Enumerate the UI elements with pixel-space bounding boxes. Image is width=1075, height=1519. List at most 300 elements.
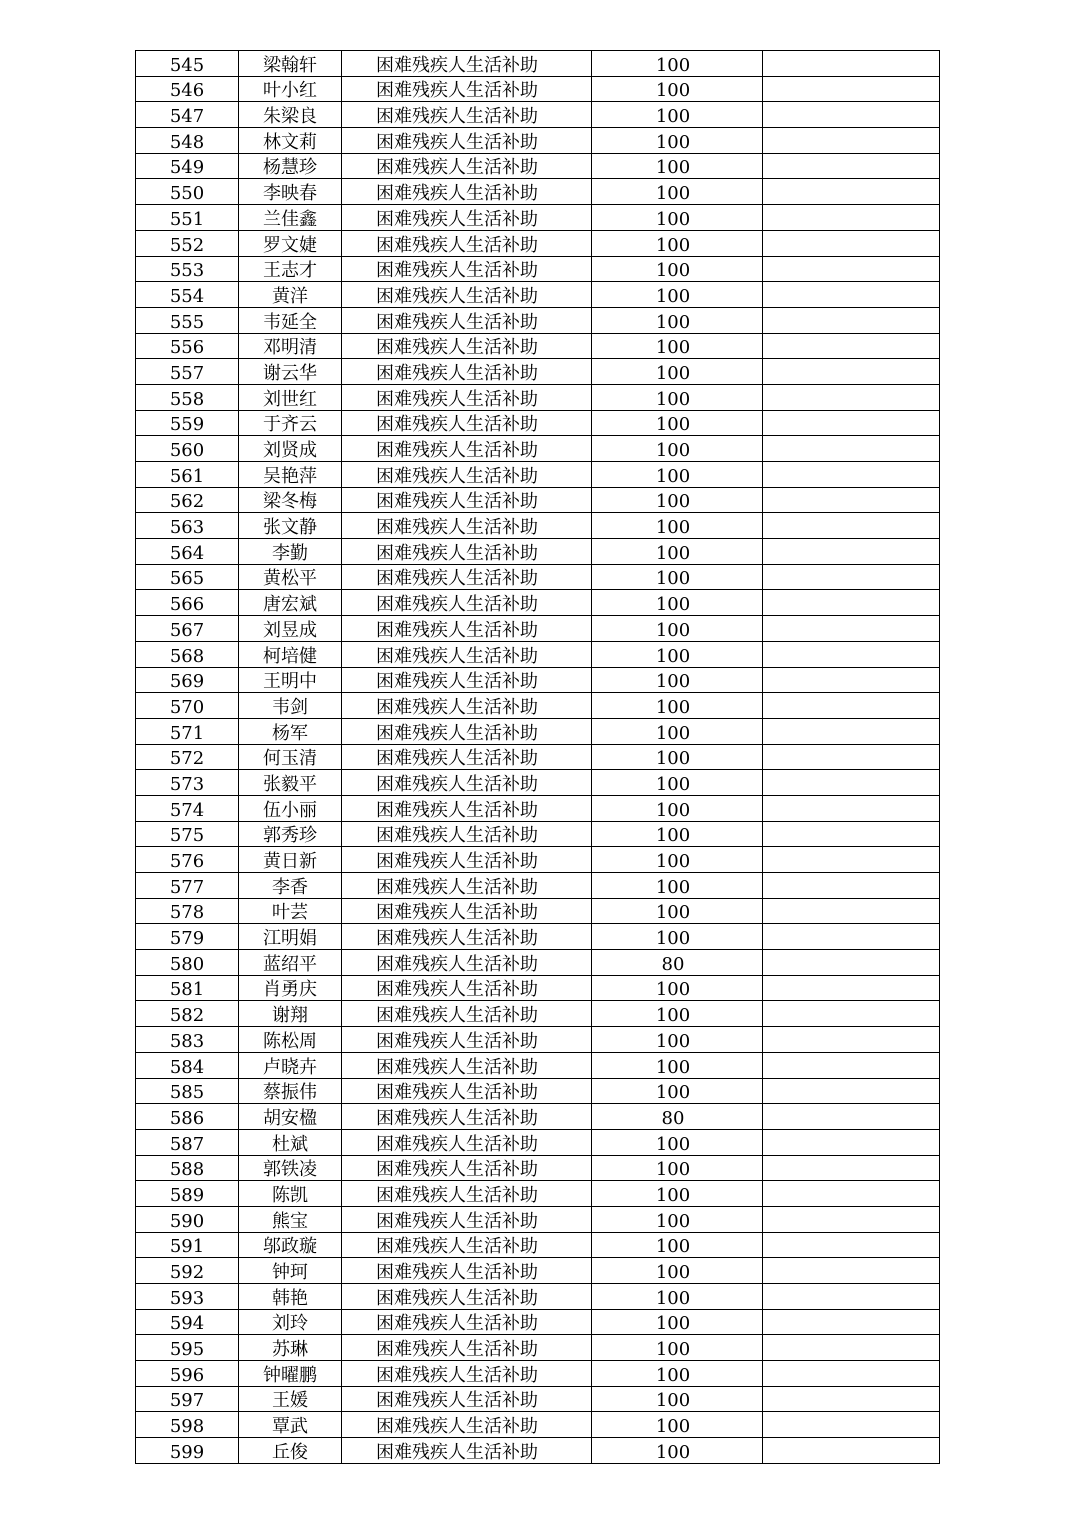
table-row xyxy=(136,1052,940,1078)
amount-cell: 100 xyxy=(592,230,763,256)
table-row xyxy=(136,410,940,436)
amount-cell: 100 xyxy=(592,76,763,102)
subsidy-item-cell: 困难残疾人生活补助 xyxy=(342,1104,592,1130)
name-cell: 张毅平 xyxy=(239,770,342,796)
name-cell: 苏琳 xyxy=(239,1335,342,1361)
amount-cell: 80 xyxy=(592,950,763,976)
row-number-cell: 546 xyxy=(136,76,239,102)
subsidy-item-cell: 困难残疾人生活补助 xyxy=(342,256,592,282)
remarks-cell xyxy=(763,179,940,205)
amount-cell: 100 xyxy=(592,975,763,1001)
amount-cell: 100 xyxy=(592,410,763,436)
table-row xyxy=(136,1361,940,1387)
amount-cell: 100 xyxy=(592,641,763,667)
amount-cell: 100 xyxy=(592,590,763,616)
table-row xyxy=(136,1078,940,1104)
table-row xyxy=(136,436,940,462)
amount-cell: 100 xyxy=(592,1181,763,1207)
remarks-cell xyxy=(763,770,940,796)
table-row xyxy=(136,1001,940,1027)
amount-cell: 100 xyxy=(592,821,763,847)
amount-cell: 100 xyxy=(592,51,763,77)
amount-cell: 100 xyxy=(592,333,763,359)
remarks-cell xyxy=(763,1438,940,1464)
table-row xyxy=(136,513,940,539)
table-row xyxy=(136,1155,940,1181)
subsidy-item-cell: 困难残疾人生活补助 xyxy=(342,1412,592,1438)
row-number-cell: 573 xyxy=(136,770,239,796)
remarks-cell xyxy=(763,1206,940,1232)
subsidy-item-cell: 困难残疾人生活补助 xyxy=(342,924,592,950)
remarks-cell xyxy=(763,256,940,282)
row-number-cell: 587 xyxy=(136,1129,239,1155)
remarks-cell xyxy=(763,1078,940,1104)
row-number-cell: 552 xyxy=(136,230,239,256)
name-cell: 蓝绍平 xyxy=(239,950,342,976)
row-number-cell: 595 xyxy=(136,1335,239,1361)
subsidy-item-cell: 困难残疾人生活补助 xyxy=(342,1001,592,1027)
amount-cell: 100 xyxy=(592,1027,763,1053)
row-number-cell: 582 xyxy=(136,1001,239,1027)
remarks-cell xyxy=(763,436,940,462)
table-row xyxy=(136,102,940,128)
row-number-cell: 590 xyxy=(136,1206,239,1232)
table-row xyxy=(136,1386,940,1412)
subsidy-item-cell: 困难残疾人生活补助 xyxy=(342,1386,592,1412)
name-cell: 黄日新 xyxy=(239,847,342,873)
amount-cell: 100 xyxy=(592,179,763,205)
remarks-cell xyxy=(763,1309,940,1335)
table-row xyxy=(136,590,940,616)
remarks-cell xyxy=(763,1104,940,1130)
remarks-cell xyxy=(763,975,940,1001)
row-number-cell: 567 xyxy=(136,616,239,642)
name-cell: 李映春 xyxy=(239,179,342,205)
row-number-cell: 579 xyxy=(136,924,239,950)
subsidy-item-cell: 困难残疾人生活补助 xyxy=(342,795,592,821)
table-row xyxy=(136,1129,940,1155)
remarks-cell xyxy=(763,282,940,308)
remarks-cell xyxy=(763,1284,940,1310)
table-row xyxy=(136,770,940,796)
table-row xyxy=(136,667,940,693)
remarks-cell xyxy=(763,1001,940,1027)
table-row xyxy=(136,1206,940,1232)
table-row xyxy=(136,641,940,667)
amount-cell: 100 xyxy=(592,539,763,565)
name-cell: 邓明清 xyxy=(239,333,342,359)
name-cell: 谢云华 xyxy=(239,359,342,385)
row-number-cell: 591 xyxy=(136,1232,239,1258)
row-number-cell: 588 xyxy=(136,1155,239,1181)
table-row xyxy=(136,1232,940,1258)
table-row xyxy=(136,693,940,719)
row-number-cell: 559 xyxy=(136,410,239,436)
subsidy-item-cell: 困难残疾人生活补助 xyxy=(342,1129,592,1155)
row-number-cell: 553 xyxy=(136,256,239,282)
name-cell: 谢翔 xyxy=(239,1001,342,1027)
amount-cell: 100 xyxy=(592,205,763,231)
row-number-cell: 596 xyxy=(136,1361,239,1387)
amount-cell: 100 xyxy=(592,1232,763,1258)
table-row xyxy=(136,1181,940,1207)
row-number-cell: 594 xyxy=(136,1309,239,1335)
name-cell: 蔡振伟 xyxy=(239,1078,342,1104)
subsidy-item-cell: 困难残疾人生活补助 xyxy=(342,436,592,462)
name-cell: 熊宝 xyxy=(239,1206,342,1232)
name-cell: 韦剑 xyxy=(239,693,342,719)
table-row xyxy=(136,1258,940,1284)
amount-cell: 100 xyxy=(592,718,763,744)
name-cell: 黄松平 xyxy=(239,564,342,590)
amount-cell: 100 xyxy=(592,1078,763,1104)
name-cell: 杨军 xyxy=(239,718,342,744)
name-cell: 钟珂 xyxy=(239,1258,342,1284)
subsidy-item-cell: 困难残疾人生活补助 xyxy=(342,1284,592,1310)
remarks-cell xyxy=(763,590,940,616)
row-number-cell: 561 xyxy=(136,462,239,488)
name-cell: 韦延全 xyxy=(239,307,342,333)
table-row xyxy=(136,230,940,256)
amount-cell: 80 xyxy=(592,1104,763,1130)
remarks-cell xyxy=(763,487,940,513)
remarks-cell xyxy=(763,1027,940,1053)
remarks-cell xyxy=(763,307,940,333)
subsidy-item-cell: 困难残疾人生活补助 xyxy=(342,153,592,179)
amount-cell: 100 xyxy=(592,898,763,924)
table-row xyxy=(136,384,940,410)
amount-cell: 100 xyxy=(592,1206,763,1232)
table-row xyxy=(136,616,940,642)
table-row xyxy=(136,847,940,873)
remarks-cell xyxy=(763,384,940,410)
name-cell: 陈凯 xyxy=(239,1181,342,1207)
table-row xyxy=(136,487,940,513)
subsidy-item-cell: 困难残疾人生活补助 xyxy=(342,179,592,205)
amount-cell: 100 xyxy=(592,795,763,821)
name-cell: 丘俊 xyxy=(239,1438,342,1464)
subsidy-item-cell: 困难残疾人生活补助 xyxy=(342,950,592,976)
remarks-cell xyxy=(763,539,940,565)
name-cell: 朱梁良 xyxy=(239,102,342,128)
subsidy-item-cell: 困难残疾人生活补助 xyxy=(342,487,592,513)
name-cell: 林文莉 xyxy=(239,128,342,154)
name-cell: 肖勇庆 xyxy=(239,975,342,1001)
remarks-cell xyxy=(763,693,940,719)
table-row xyxy=(136,744,940,770)
subsidy-item-cell: 困难残疾人生活补助 xyxy=(342,1027,592,1053)
remarks-cell xyxy=(763,1258,940,1284)
table-row xyxy=(136,51,940,77)
amount-cell: 100 xyxy=(592,462,763,488)
name-cell: 于齐云 xyxy=(239,410,342,436)
subsidy-item-cell: 困难残疾人生活补助 xyxy=(342,1078,592,1104)
row-number-cell: 592 xyxy=(136,1258,239,1284)
name-cell: 王志才 xyxy=(239,256,342,282)
name-cell: 吴艳萍 xyxy=(239,462,342,488)
remarks-cell xyxy=(763,1129,940,1155)
row-number-cell: 562 xyxy=(136,487,239,513)
amount-cell: 100 xyxy=(592,1438,763,1464)
remarks-cell xyxy=(763,795,940,821)
subsidy-item-cell: 困难残疾人生活补助 xyxy=(342,205,592,231)
table-row xyxy=(136,128,940,154)
subsidy-item-cell: 困难残疾人生活补助 xyxy=(342,1361,592,1387)
table-row xyxy=(136,205,940,231)
subsidy-item-cell: 困难残疾人生活补助 xyxy=(342,693,592,719)
name-cell: 韩艳 xyxy=(239,1284,342,1310)
amount-cell: 100 xyxy=(592,1001,763,1027)
remarks-cell xyxy=(763,1386,940,1412)
remarks-cell xyxy=(763,744,940,770)
table-row xyxy=(136,307,940,333)
remarks-cell xyxy=(763,462,940,488)
amount-cell: 100 xyxy=(592,1386,763,1412)
row-number-cell: 585 xyxy=(136,1078,239,1104)
subsidy-item-cell: 困难残疾人生活补助 xyxy=(342,873,592,899)
row-number-cell: 578 xyxy=(136,898,239,924)
row-number-cell: 599 xyxy=(136,1438,239,1464)
table-row xyxy=(136,256,940,282)
name-cell: 伍小丽 xyxy=(239,795,342,821)
row-number-cell: 581 xyxy=(136,975,239,1001)
subsidy-item-cell: 困难残疾人生活补助 xyxy=(342,51,592,77)
amount-cell: 100 xyxy=(592,282,763,308)
table-row xyxy=(136,1438,940,1464)
name-cell: 李香 xyxy=(239,873,342,899)
subsidy-item-cell: 困难残疾人生活补助 xyxy=(342,667,592,693)
remarks-cell xyxy=(763,1412,940,1438)
row-number-cell: 556 xyxy=(136,333,239,359)
name-cell: 刘昱成 xyxy=(239,616,342,642)
subsidy-item-cell: 困难残疾人生活补助 xyxy=(342,770,592,796)
row-number-cell: 551 xyxy=(136,205,239,231)
name-cell: 罗文婕 xyxy=(239,230,342,256)
row-number-cell: 572 xyxy=(136,744,239,770)
name-cell: 王明中 xyxy=(239,667,342,693)
remarks-cell xyxy=(763,76,940,102)
table-row xyxy=(136,975,940,1001)
name-cell: 陈松周 xyxy=(239,1027,342,1053)
remarks-cell xyxy=(763,847,940,873)
row-number-cell: 565 xyxy=(136,564,239,590)
subsidy-item-cell: 困难残疾人生活补助 xyxy=(342,128,592,154)
row-number-cell: 575 xyxy=(136,821,239,847)
amount-cell: 100 xyxy=(592,1361,763,1387)
remarks-cell xyxy=(763,641,940,667)
row-number-cell: 589 xyxy=(136,1181,239,1207)
table-row xyxy=(136,898,940,924)
name-cell: 梁冬梅 xyxy=(239,487,342,513)
remarks-cell xyxy=(763,667,940,693)
row-number-cell: 557 xyxy=(136,359,239,385)
table-row xyxy=(136,950,940,976)
remarks-cell xyxy=(763,873,940,899)
name-cell: 杨慧珍 xyxy=(239,153,342,179)
table-row xyxy=(136,1309,940,1335)
row-number-cell: 577 xyxy=(136,873,239,899)
remarks-cell xyxy=(763,205,940,231)
table-row xyxy=(136,179,940,205)
row-number-cell: 555 xyxy=(136,307,239,333)
subsidy-item-cell: 困难残疾人生活补助 xyxy=(342,539,592,565)
table-row xyxy=(136,539,940,565)
subsidy-item-cell: 困难残疾人生活补助 xyxy=(342,230,592,256)
amount-cell: 100 xyxy=(592,384,763,410)
remarks-cell xyxy=(763,513,940,539)
row-number-cell: 547 xyxy=(136,102,239,128)
amount-cell: 100 xyxy=(592,1309,763,1335)
amount-cell: 100 xyxy=(592,1258,763,1284)
row-number-cell: 563 xyxy=(136,513,239,539)
subsidy-table-body xyxy=(136,51,940,1464)
table-row xyxy=(136,1335,940,1361)
remarks-cell xyxy=(763,718,940,744)
subsidy-item-cell: 困难残疾人生活补助 xyxy=(342,307,592,333)
row-number-cell: 583 xyxy=(136,1027,239,1053)
row-number-cell: 586 xyxy=(136,1104,239,1130)
table-row xyxy=(136,1412,940,1438)
remarks-cell xyxy=(763,1181,940,1207)
name-cell: 郭铁凌 xyxy=(239,1155,342,1181)
amount-cell: 100 xyxy=(592,744,763,770)
amount-cell: 100 xyxy=(592,487,763,513)
table-row xyxy=(136,718,940,744)
remarks-cell xyxy=(763,950,940,976)
subsidy-item-cell: 困难残疾人生活补助 xyxy=(342,1335,592,1361)
table-row xyxy=(136,564,940,590)
row-number-cell: 570 xyxy=(136,693,239,719)
subsidy-item-cell: 困难残疾人生活补助 xyxy=(342,1309,592,1335)
row-number-cell: 571 xyxy=(136,718,239,744)
name-cell: 刘世红 xyxy=(239,384,342,410)
amount-cell: 100 xyxy=(592,1412,763,1438)
name-cell: 胡安楹 xyxy=(239,1104,342,1130)
subsidy-item-cell: 困难残疾人生活补助 xyxy=(342,102,592,128)
name-cell: 梁翰轩 xyxy=(239,51,342,77)
name-cell: 邬政璇 xyxy=(239,1232,342,1258)
name-cell: 柯培健 xyxy=(239,641,342,667)
table-row xyxy=(136,462,940,488)
name-cell: 郭秀珍 xyxy=(239,821,342,847)
remarks-cell xyxy=(763,153,940,179)
amount-cell: 100 xyxy=(592,1129,763,1155)
amount-cell: 100 xyxy=(592,128,763,154)
row-number-cell: 549 xyxy=(136,153,239,179)
subsidy-item-cell: 困难残疾人生活补助 xyxy=(342,1206,592,1232)
table-row xyxy=(136,924,940,950)
name-cell: 李勤 xyxy=(239,539,342,565)
name-cell: 覃武 xyxy=(239,1412,342,1438)
remarks-cell xyxy=(763,1052,940,1078)
row-number-cell: 566 xyxy=(136,590,239,616)
row-number-cell: 550 xyxy=(136,179,239,205)
amount-cell: 100 xyxy=(592,307,763,333)
row-number-cell: 548 xyxy=(136,128,239,154)
subsidy-item-cell: 困难残疾人生活补助 xyxy=(342,462,592,488)
subsidy-item-cell: 困难残疾人生活补助 xyxy=(342,744,592,770)
amount-cell: 100 xyxy=(592,1052,763,1078)
amount-cell: 100 xyxy=(592,616,763,642)
amount-cell: 100 xyxy=(592,667,763,693)
amount-cell: 100 xyxy=(592,770,763,796)
subsidy-item-cell: 困难残疾人生活补助 xyxy=(342,1052,592,1078)
subsidy-item-cell: 困难残疾人生活补助 xyxy=(342,410,592,436)
amount-cell: 100 xyxy=(592,924,763,950)
name-cell: 唐宏斌 xyxy=(239,590,342,616)
table-row xyxy=(136,153,940,179)
table-row xyxy=(136,1027,940,1053)
row-number-cell: 593 xyxy=(136,1284,239,1310)
remarks-cell xyxy=(763,616,940,642)
row-number-cell: 554 xyxy=(136,282,239,308)
row-number-cell: 568 xyxy=(136,641,239,667)
row-number-cell: 580 xyxy=(136,950,239,976)
name-cell: 王媛 xyxy=(239,1386,342,1412)
amount-cell: 100 xyxy=(592,847,763,873)
name-cell: 兰佳鑫 xyxy=(239,205,342,231)
remarks-cell xyxy=(763,1361,940,1387)
row-number-cell: 597 xyxy=(136,1386,239,1412)
name-cell: 张文静 xyxy=(239,513,342,539)
name-cell: 江明娟 xyxy=(239,924,342,950)
table-row xyxy=(136,821,940,847)
amount-cell: 100 xyxy=(592,256,763,282)
name-cell: 刘玲 xyxy=(239,1309,342,1335)
name-cell: 黄洋 xyxy=(239,282,342,308)
row-number-cell: 560 xyxy=(136,436,239,462)
subsidy-item-cell: 困难残疾人生活补助 xyxy=(342,513,592,539)
remarks-cell xyxy=(763,821,940,847)
table-row xyxy=(136,873,940,899)
row-number-cell: 598 xyxy=(136,1412,239,1438)
subsidy-item-cell: 困难残疾人生活补助 xyxy=(342,564,592,590)
table-row xyxy=(136,333,940,359)
amount-cell: 100 xyxy=(592,873,763,899)
row-number-cell: 564 xyxy=(136,539,239,565)
remarks-cell xyxy=(763,564,940,590)
table-row xyxy=(136,76,940,102)
remarks-cell xyxy=(763,51,940,77)
subsidy-item-cell: 困难残疾人生活补助 xyxy=(342,616,592,642)
amount-cell: 100 xyxy=(592,1155,763,1181)
amount-cell: 100 xyxy=(592,1335,763,1361)
amount-cell: 100 xyxy=(592,102,763,128)
amount-cell: 100 xyxy=(592,153,763,179)
amount-cell: 100 xyxy=(592,1284,763,1310)
subsidy-item-cell: 困难残疾人生活补助 xyxy=(342,1258,592,1284)
amount-cell: 100 xyxy=(592,359,763,385)
remarks-cell xyxy=(763,128,940,154)
subsidy-item-cell: 困难残疾人生活补助 xyxy=(342,975,592,1001)
remarks-cell xyxy=(763,359,940,385)
subsidy-item-cell: 困难残疾人生活补助 xyxy=(342,847,592,873)
amount-cell: 100 xyxy=(592,693,763,719)
remarks-cell xyxy=(763,1155,940,1181)
subsidy-item-cell: 困难残疾人生活补助 xyxy=(342,282,592,308)
amount-cell: 100 xyxy=(592,436,763,462)
remarks-cell xyxy=(763,102,940,128)
subsidy-item-cell: 困难残疾人生活补助 xyxy=(342,641,592,667)
remarks-cell xyxy=(763,410,940,436)
subsidy-item-cell: 困难残疾人生活补助 xyxy=(342,333,592,359)
subsidy-item-cell: 困难残疾人生活补助 xyxy=(342,1155,592,1181)
subsidy-item-cell: 困难残疾人生活补助 xyxy=(342,359,592,385)
row-number-cell: 584 xyxy=(136,1052,239,1078)
row-number-cell: 545 xyxy=(136,51,239,77)
remarks-cell xyxy=(763,924,940,950)
remarks-cell xyxy=(763,898,940,924)
